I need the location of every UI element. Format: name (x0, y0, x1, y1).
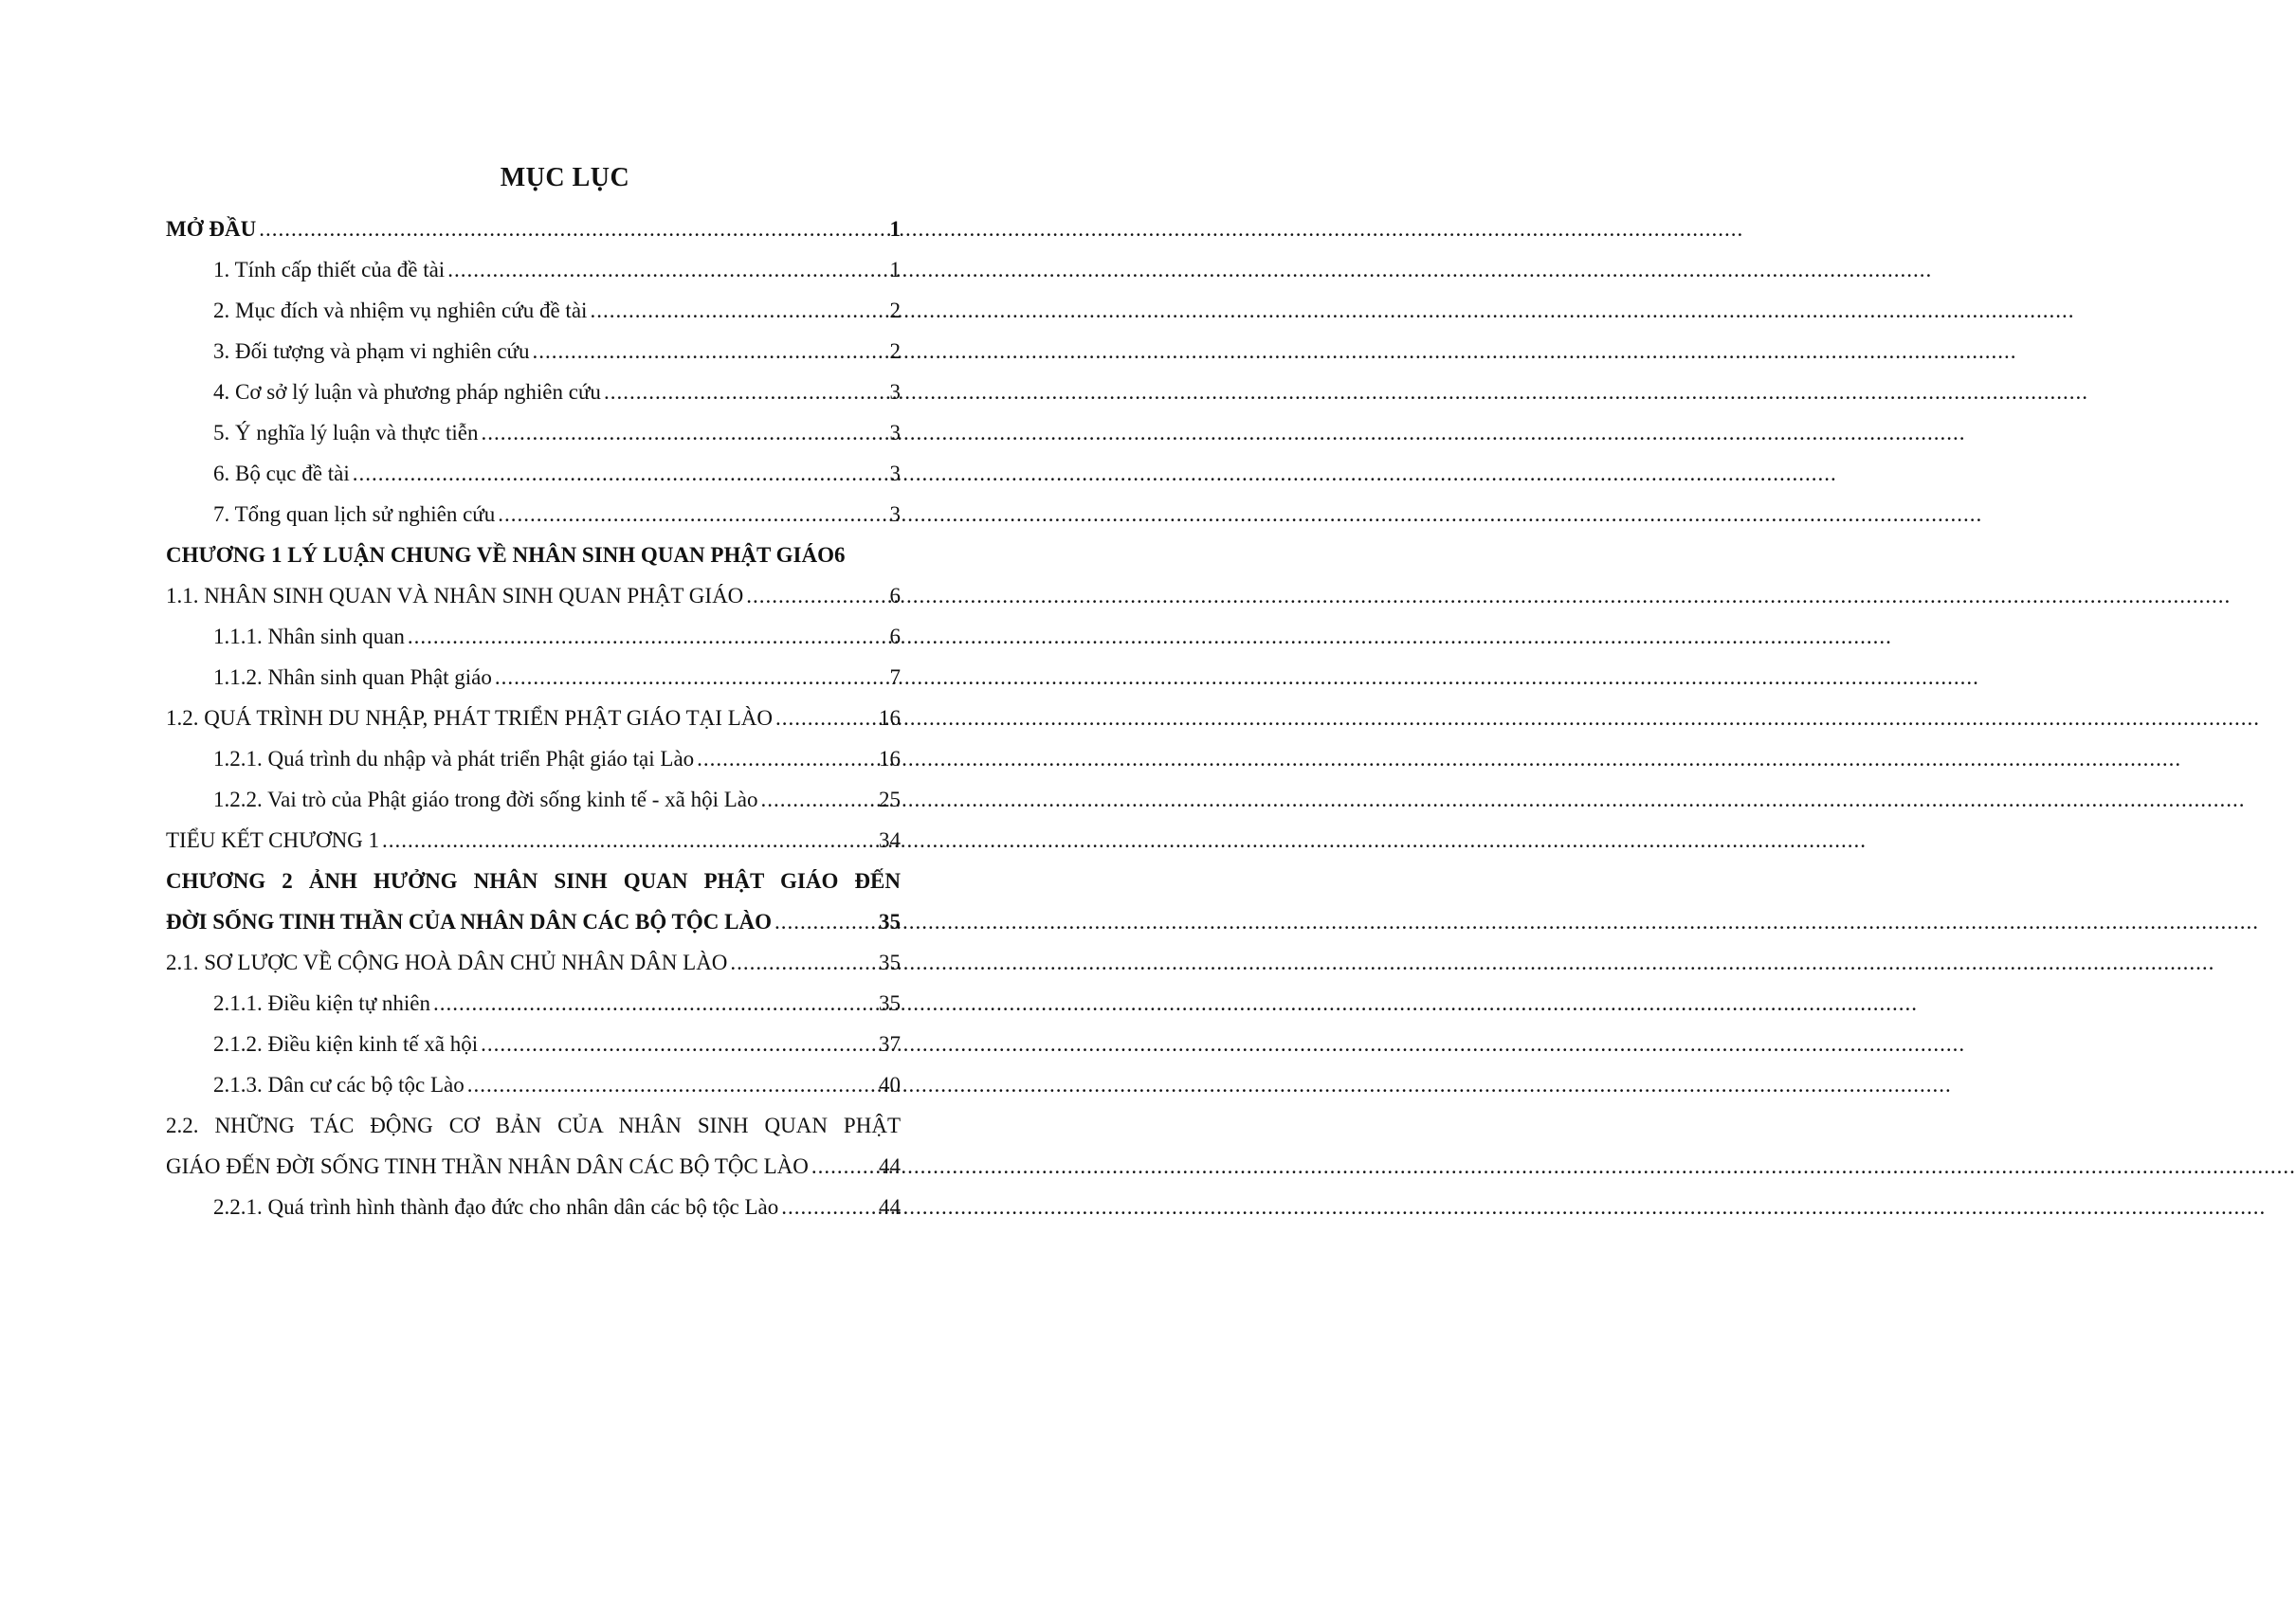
toc-entry-page-number: 44 (879, 1154, 901, 1178)
toc-entry-page-number: 7 (889, 665, 901, 689)
toc-entry-label: 1.2.2. Vai trò của Phật giáo trong đời sống kinh tế - xã hội Lào (213, 788, 758, 811)
toc-entry[interactable] (166, 861, 901, 901)
toc-entry-page-number: 3 (889, 502, 901, 526)
toc-entry[interactable] (166, 616, 901, 657)
toc-entry-page-number: 6 (833, 543, 846, 567)
toc-entry-page-number: 1 (889, 258, 901, 281)
toc-entry-label: 2.1.1. Điều kiện tự nhiên (213, 991, 431, 1015)
toc-dot-leader (495, 657, 887, 698)
toc-entry[interactable] (166, 372, 901, 412)
toc-entry-page-number: 35 (879, 991, 901, 1015)
toc-entry-label: 1.2. QUÁ TRÌNH DU NHẬP, PHÁT TRIỂN PHẬT GIÁO TẠI LÀO (166, 706, 773, 730)
toc-dot-leader (498, 494, 886, 535)
toc-entry[interactable] (166, 249, 901, 290)
toc-dot-leader (408, 616, 887, 657)
toc-entry-page-number: 40 (879, 1073, 901, 1097)
toc-dot-leader (697, 738, 876, 779)
toc-entry-label: 2.1.2. Điều kiện kinh tế xã hội (213, 1032, 479, 1056)
toc-entry-page-number: 25 (879, 788, 901, 811)
toc-entry-label: 1.2.1. Quá trình du nhập và phát triển Phật giáo tại Lào (213, 747, 695, 771)
toc-dot-leader (590, 290, 886, 331)
toc-entry-label: 1.1.1. Nhân sinh quan (213, 625, 405, 648)
toc-entry[interactable] (166, 290, 901, 331)
toc-entry-label: 7. Tổng quan lịch sử nghiên cứu (213, 502, 496, 526)
toc-entry-label: 5. Ý nghĩa lý luận và thực tiễn (213, 421, 479, 445)
toc-entry[interactable] (166, 331, 901, 372)
toc-entry[interactable] (166, 820, 901, 861)
toc-entry-label: 4. Cơ sở lý luận và phương pháp nghiên cứu (213, 380, 601, 404)
toc-entry-page-number: 3 (889, 380, 901, 404)
toc-dot-leader (781, 1187, 876, 1227)
toc-dot-leader (533, 331, 887, 372)
toc-dot-leader (730, 942, 876, 983)
toc-entry-page-number: 3 (889, 462, 901, 485)
toc-entry[interactable] (166, 453, 901, 494)
toc-entry[interactable] (166, 1064, 901, 1105)
toc-entry[interactable] (166, 942, 901, 983)
toc-entry-label: 2.2.1. Quá trình hình thành đạo đức cho nhân dân các bộ tộc Lào (213, 1195, 779, 1219)
toc-entry-label: 1. Tính cấp thiết của đề tài (213, 258, 446, 281)
toc-dot-leader (746, 575, 886, 616)
toc-dot-leader (775, 698, 876, 738)
toc-entry-label: 2.1.3. Dân cư các bộ tộc Lào (213, 1073, 465, 1097)
toc-entry-page-number: 6 (889, 584, 901, 608)
toc-entry[interactable] (166, 412, 901, 453)
toc-entry[interactable] (166, 1146, 901, 1187)
toc-entry[interactable] (166, 901, 901, 942)
toc-dot-leader (481, 412, 886, 453)
toc-entry-page-number: 2 (889, 339, 901, 363)
toc-dot-leader (259, 209, 886, 249)
toc-entry-label: 6. Bộ cục đề tài (213, 462, 350, 485)
toc-entry-label: 2.2. NHỮNG TÁC ĐỘNG CƠ BẢN CỦA NHÂN SINH QUAN PHẬT (166, 1114, 901, 1137)
toc-entry-page-number: 1 (889, 217, 901, 241)
toc-entry-page-number: 35 (879, 951, 901, 974)
toc-entry[interactable] (166, 209, 901, 249)
toc-dot-leader (447, 249, 886, 290)
toc-entry[interactable] (166, 494, 901, 535)
toc-entry-label: CHƯƠNG 1 LÝ LUẬN CHUNG VỀ NHÂN SINH QUAN PHẬT GIÁO (166, 543, 834, 567)
toc-entry[interactable] (166, 1024, 901, 1064)
toc-entry-page-number: 34 (879, 828, 901, 852)
toc-entry-label: 2. Mục đích và nhiệm vụ nghiên cứu đề tài (213, 299, 588, 322)
toc-entry-label: 3. Đối tượng và phạm vi nghiên cứu (213, 339, 530, 363)
toc-entry-page-number: 3 (889, 421, 901, 445)
toc-entry[interactable] (166, 983, 901, 1024)
toc-dot-leader (774, 901, 876, 942)
toc-entry-label: 1.1. NHÂN SINH QUAN VÀ NHÂN SINH QUAN PHẬT GIÁO (166, 584, 744, 608)
toc-entry-page-number: 6 (889, 625, 901, 648)
toc-entry-page-number: 35 (879, 910, 901, 934)
toc-dot-leader (604, 372, 887, 412)
toc-entry-page-number: 16 (879, 747, 901, 771)
toc-entry[interactable] (166, 738, 901, 779)
toc-dot-leader (433, 983, 876, 1024)
toc-entry[interactable] (166, 1105, 901, 1146)
toc-entry[interactable] (166, 575, 901, 616)
table-of-contents (166, 209, 901, 1227)
toc-dot-leader (382, 820, 876, 861)
toc-dot-leader (353, 453, 887, 494)
toc-dot-leader (481, 1024, 876, 1064)
toc-entry[interactable] (166, 698, 901, 738)
toc-title: MỤC LỤC (500, 163, 630, 192)
toc-entry-label: 1.1.2. Nhân sinh quan Phật giáo (213, 665, 492, 689)
toc-entry-label: ĐỜI SỐNG TINH THẦN CỦA NHÂN DÂN CÁC BỘ TỘC LÀO (166, 910, 772, 934)
toc-dot-leader (467, 1064, 876, 1105)
toc-entry-page-number: 44 (879, 1195, 901, 1219)
toc-entry-page-number: 2 (889, 299, 901, 322)
toc-dot-leader (811, 1146, 876, 1187)
document-page (0, 0, 1130, 1597)
toc-entry-label: MỞ ĐẦU (166, 217, 257, 241)
toc-entry-label: GIÁO ĐẾN ĐỜI SỐNG TINH THẦN NHÂN DÂN CÁC BỘ TỘC LÀO (166, 1154, 809, 1178)
toc-entry-page-number: 37 (879, 1032, 901, 1056)
toc-entry-label: TIỂU KẾT CHƯƠNG 1 (166, 828, 380, 852)
toc-entry[interactable] (166, 535, 901, 575)
toc-entry-label: 2.1. SƠ LƯỢC VỀ CỘNG HOÀ DÂN CHỦ NHÂN DÂN LÀO (166, 951, 728, 974)
toc-entry[interactable] (166, 657, 901, 698)
toc-entry-page-number: 16 (879, 706, 901, 730)
toc-dot-leader (761, 779, 876, 820)
toc-entry[interactable] (166, 779, 901, 820)
toc-entry-label: CHƯƠNG 2 ẢNH HƯỞNG NHÂN SINH QUAN PHẬT GIÁO ĐẾN (166, 869, 901, 893)
toc-entry[interactable] (166, 1187, 901, 1227)
